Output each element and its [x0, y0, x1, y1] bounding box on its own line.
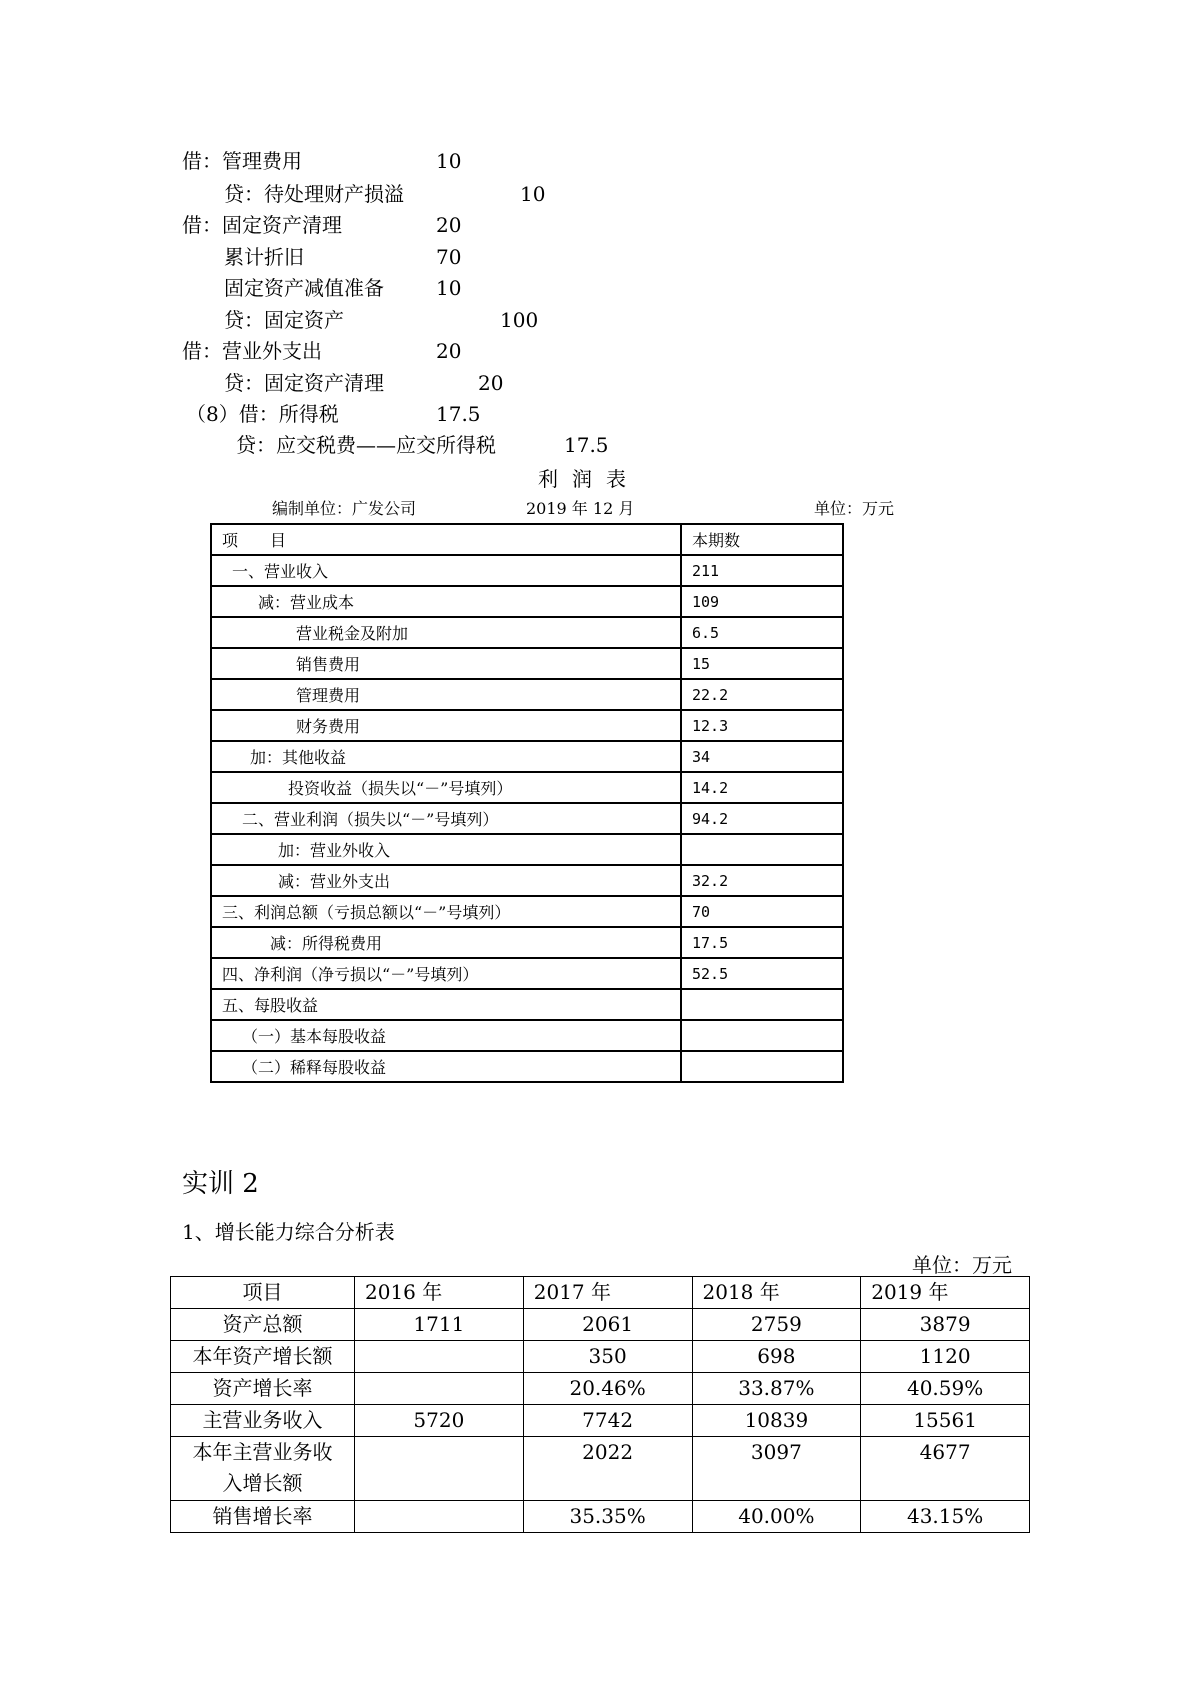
journal-entry-text: 贷：固定资产清理 [224, 371, 384, 395]
row-label: 一、营业收入 [211, 555, 681, 586]
row-value: 43.15% [861, 1501, 1030, 1533]
table-row [211, 555, 843, 586]
row-label: 三、利润总额（亏损总额以“－”号填列） [211, 896, 681, 927]
table-row [211, 834, 843, 865]
row-label: 加：其他收益 [211, 741, 681, 772]
statement-unit: 单位：万元 [814, 499, 895, 518]
journal-entry-amount: 70 [436, 245, 462, 269]
row-value: 20.46% [523, 1373, 692, 1405]
row-value [355, 1437, 524, 1501]
row-label: 营业税金及附加 [211, 617, 681, 648]
row-value: 698 [692, 1341, 861, 1373]
row-value: 94.2 [681, 803, 843, 834]
row-value: 350 [523, 1341, 692, 1373]
growth-table-unit: 单位：万元 [912, 1253, 1012, 1277]
table-row [211, 710, 843, 741]
row-value: 12.3 [681, 710, 843, 741]
journal-entry-text: 贷：固定资产 [224, 308, 344, 332]
table-row [211, 772, 843, 803]
row-value: 7742 [523, 1405, 692, 1437]
journal-entry-amount: 20 [436, 213, 462, 237]
row-label: 减：所得税费用 [211, 927, 681, 958]
prepared-by: 编制单位：广发公司 [272, 499, 417, 518]
row-value: 211 [681, 555, 843, 586]
row-value [355, 1501, 524, 1533]
table-row [211, 989, 843, 1020]
row-label: 投资收益（损失以“－”号填列） [211, 772, 681, 803]
table-row [211, 865, 843, 896]
row-value: 32.2 [681, 865, 843, 896]
table-row [211, 741, 843, 772]
row-value [681, 1051, 843, 1082]
row-label: 销售增长率 [171, 1501, 355, 1533]
journal-entry-text: 借：固定资产清理 [182, 213, 342, 237]
row-value: 22.2 [681, 679, 843, 710]
table-row [211, 1020, 843, 1051]
row-value: 33.87% [692, 1373, 861, 1405]
row-value: 2022 [523, 1437, 692, 1501]
journal-entry-amount: 10 [436, 149, 462, 173]
row-label: 资产增长率 [171, 1373, 355, 1405]
row-value: 109 [681, 586, 843, 617]
header-cell: 项目 [171, 1277, 355, 1309]
row-value: 15 [681, 648, 843, 679]
row-value [681, 989, 843, 1020]
row-label: 减：营业成本 [211, 586, 681, 617]
table-row [211, 679, 843, 710]
row-value: 6.5 [681, 617, 843, 648]
row-label: （二）稀释每股收益 [211, 1051, 681, 1082]
growth-analysis-table [170, 1276, 1030, 1533]
row-label: 本年资产增长额 [171, 1341, 355, 1373]
journal-entry-amount: 17.5 [436, 402, 481, 426]
row-label: 资产总额 [171, 1309, 355, 1341]
row-value: 14.2 [681, 772, 843, 803]
journal-entry-text: 固定资产减值准备 [224, 276, 384, 300]
row-label: 财务费用 [211, 710, 681, 741]
journal-entry-amount: 20 [436, 339, 462, 363]
table-row [171, 1341, 1030, 1373]
table-row [211, 586, 843, 617]
table-header-row [171, 1277, 1030, 1309]
table-row [211, 958, 843, 989]
row-value: 1120 [861, 1341, 1030, 1373]
header-cell: 2018 年 [692, 1277, 861, 1309]
row-label: 主营业务收入 [171, 1405, 355, 1437]
journal-entry-text: 借：管理费用 [182, 149, 302, 173]
table-header-row [211, 524, 843, 555]
row-value: 40.59% [861, 1373, 1030, 1405]
row-label: 本年主营业务收入增长额 [171, 1437, 355, 1501]
row-label: 四、净利润（净亏损以“－”号填列） [211, 958, 681, 989]
row-value: 1711 [355, 1309, 524, 1341]
table-row [211, 896, 843, 927]
row-value [355, 1341, 524, 1373]
table-row [211, 617, 843, 648]
row-label: （一）基本每股收益 [211, 1020, 681, 1051]
header-cell: 2019 年 [861, 1277, 1030, 1309]
table-row [171, 1501, 1030, 1533]
income-statement-table [210, 523, 844, 1083]
row-value [355, 1373, 524, 1405]
journal-entry-text: 累计折旧 [224, 245, 304, 269]
row-value: 2759 [692, 1309, 861, 1341]
row-value: 3879 [861, 1309, 1030, 1341]
row-value: 5720 [355, 1405, 524, 1437]
row-value: 15561 [861, 1405, 1030, 1437]
journal-entry-amount: 20 [478, 371, 504, 395]
row-value [681, 834, 843, 865]
table-row [171, 1373, 1030, 1405]
table-row [171, 1309, 1030, 1341]
income-statement-title: 利润表 [538, 467, 640, 491]
table-row [171, 1437, 1030, 1501]
journal-entry-text: （8）借：所得税 [186, 402, 339, 426]
row-value: 70 [681, 896, 843, 927]
header-cell: 2017 年 [523, 1277, 692, 1309]
header-value: 本期数 [681, 524, 843, 555]
table-row [171, 1405, 1030, 1437]
row-label: 减：营业外支出 [211, 865, 681, 896]
row-value: 52.5 [681, 958, 843, 989]
journal-entry-amount: 17.5 [564, 433, 609, 457]
header-cell: 2016 年 [355, 1277, 524, 1309]
section-subtitle: 1、增长能力综合分析表 [182, 1220, 395, 1244]
section-title: 实训 2 [182, 1169, 259, 1199]
row-value: 34 [681, 741, 843, 772]
row-value [681, 1020, 843, 1051]
row-label: 管理费用 [211, 679, 681, 710]
row-value: 17.5 [681, 927, 843, 958]
row-value: 40.00% [692, 1501, 861, 1533]
header-item: 项 目 [211, 524, 681, 555]
row-value: 2061 [523, 1309, 692, 1341]
journal-entry-amount: 100 [500, 308, 539, 332]
row-value: 35.35% [523, 1501, 692, 1533]
table-row [211, 803, 843, 834]
row-label: 二、营业利润（损失以“－”号填列） [211, 803, 681, 834]
journal-entry-amount: 10 [520, 182, 546, 206]
table-row [211, 1051, 843, 1082]
table-row [211, 927, 843, 958]
row-label: 加：营业外收入 [211, 834, 681, 865]
row-value: 10839 [692, 1405, 861, 1437]
journal-entry-text: 贷：应交税费——应交所得税 [236, 433, 496, 457]
row-label: 销售费用 [211, 648, 681, 679]
statement-period: 2019 年 12 月 [526, 499, 635, 518]
table-row [211, 648, 843, 679]
journal-entry-amount: 10 [436, 276, 462, 300]
journal-entry-text: 贷：待处理财产损溢 [224, 182, 404, 206]
row-value: 3097 [692, 1437, 861, 1501]
row-label: 五、每股收益 [211, 989, 681, 1020]
journal-entry-text: 借：营业外支出 [182, 339, 322, 363]
row-value: 4677 [861, 1437, 1030, 1501]
